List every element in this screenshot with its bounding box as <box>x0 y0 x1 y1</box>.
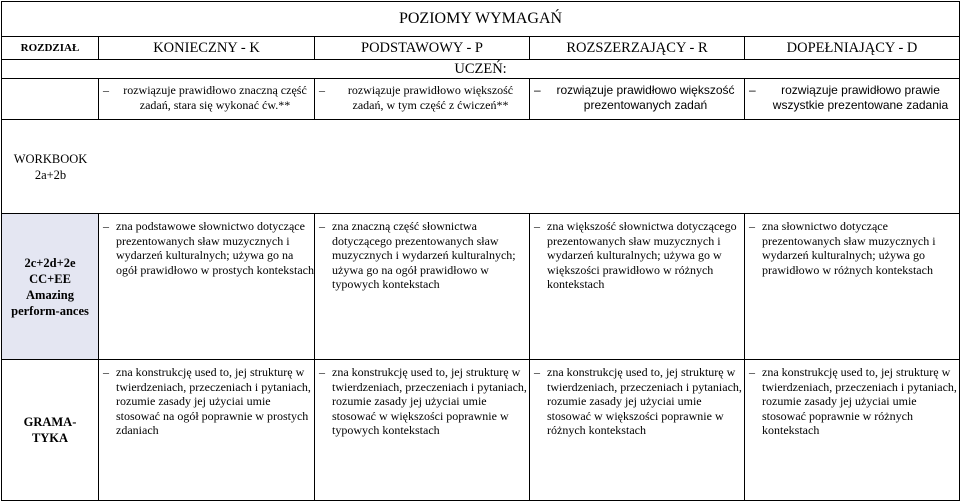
column-header-rozdzial: ROZDZIAŁ <box>2 37 99 60</box>
requirement-text: zna podstawowe słownictwo dotyczące prezentowanych sław muzycznych i wydarzeń kulturalnych; używa go na ogół prawidłowo w prostych kontekstach <box>116 219 314 277</box>
bullet-dash: – <box>749 83 756 97</box>
requirement-cell-d <box>745 214 960 360</box>
requirement-text: rozwiązuje prawidłowo większość zadań, w tym część z ćwiczeń** <box>347 83 514 112</box>
bullet-dash: – <box>749 365 755 379</box>
requirement-cell-r <box>530 360 745 501</box>
requirement-text: zna słownictwo dotyczące prezentowanych sław muzycznych i wydarzeń kulturalnych; używa go prawidłowo w różnych kontekstach <box>762 219 936 277</box>
topic-line: TYKA <box>31 431 69 445</box>
requirement-cell-k <box>99 214 315 360</box>
column-header-podstawowy: PODSTAWOWY - P <box>315 37 530 60</box>
column-header-rozszerzajacy: ROZSZERZAJĄCY - R <box>530 37 745 60</box>
requirements-table <box>1 1 960 501</box>
workbook-label-line: 2a+2b <box>34 167 67 182</box>
topic-line: perform-ances <box>11 303 89 318</box>
workbook-label <box>2 151 99 183</box>
requirement-text: zna większość słownictwa dotyczącego prezentowanych sław muzycznych i wydarzeń kulturalnych; używa go w większości prawidłowo w różnych kontekstach <box>547 219 737 291</box>
requirement-text: zna konstrukcję used to, jej strukturę w twierdzeniach, przeczeniach i pytaniach, rozumie zasady jej użyciai umie stosować poprawnie w różnych kontekstach <box>762 365 957 437</box>
requirement-item <box>530 219 744 292</box>
requirement-item <box>315 365 529 438</box>
uczen-label: UCZEŃ: <box>2 60 960 79</box>
topic-cell-vocabulary <box>2 214 99 360</box>
topic-cell-empty <box>2 79 99 120</box>
requirement-text: zna konstrukcję used to, jej strukturę w twierdzeniach, przeczeniach i pytaniach, rozumie zasady jej użyciai umie stosować w większości poprawnie w typowych kontekstach <box>332 365 527 437</box>
requirement-cell-d <box>745 79 960 120</box>
requirement-item <box>99 83 314 112</box>
bullet-dash: – <box>749 219 755 233</box>
requirement-cell-r <box>530 214 745 360</box>
bullet-dash: – <box>103 365 109 379</box>
requirement-text: zna konstrukcję used to, jej strukturę w twierdzeniach, przeczeniach i pytaniach, rozumie zasady jej użyciai umie stosować na ogół poprawnie w prostych zdaniach <box>116 365 311 437</box>
requirement-item <box>745 83 959 112</box>
requirement-text: rozwiązuje prawidłowo większość prezentowanych zadań <box>556 83 735 112</box>
topic-line: GRAMA- <box>23 415 77 429</box>
requirement-item <box>530 83 744 112</box>
bullet-dash: – <box>534 365 540 379</box>
bullet-dash: – <box>319 219 325 233</box>
requirement-item <box>99 219 314 277</box>
bullet-dash: – <box>103 219 109 233</box>
column-header-konieczny: KONIECZNY - K <box>99 37 315 60</box>
requirement-item <box>99 365 314 438</box>
requirement-text: rozwiązuje prawidłowo prawie wszystkie prezentowane zadania <box>772 83 949 112</box>
page-title: POZIOMY WYMAGAŃ <box>2 2 960 37</box>
bullet-dash: – <box>319 365 325 379</box>
requirement-item <box>745 365 959 438</box>
requirement-text: rozwiązuje prawidłowo znaczną część zadań, stara się wykonać ćw.** <box>123 83 307 112</box>
requirement-cell-p <box>315 360 530 501</box>
requirement-text: zna konstrukcję used to, jej strukturę w twierdzeniach, przeczeniach i pytaniach, rozumie zasady jej użyciai umie stosować w większości poprawnie w różnych kontekstach <box>547 365 742 437</box>
requirement-text: zna znaczną część słownictwa dotyczącego prezentowanych sław muzycznych i wydarzeń kulturalnych; używa go na ogół prawidłowo w typowych kontekstach <box>332 219 516 291</box>
topic-cell-grammar <box>2 360 99 501</box>
requirement-item <box>745 219 959 277</box>
bullet-dash: – <box>319 83 325 97</box>
column-header-dopelniajacy: DOPEŁNIAJĄCY - D <box>745 37 960 60</box>
bullet-dash: – <box>534 83 541 97</box>
workbook-label-line: WORKBOOK <box>13 151 88 166</box>
topic-line: Amazing <box>26 287 74 302</box>
requirement-cell-p <box>315 79 530 120</box>
workbook-row <box>2 120 960 214</box>
bullet-dash: – <box>534 219 540 233</box>
requirement-cell-k <box>99 79 315 120</box>
bullet-dash: – <box>103 83 109 97</box>
requirement-cell-r <box>530 79 745 120</box>
requirement-item <box>530 365 744 438</box>
requirement-item <box>315 83 529 112</box>
topic-line: 2c+2d+2e <box>24 255 76 270</box>
topic-line: CC+EE <box>29 271 71 286</box>
requirement-cell-p <box>315 214 530 360</box>
requirement-cell-k <box>99 360 315 501</box>
requirement-item <box>315 219 529 292</box>
requirement-cell-d <box>745 360 960 501</box>
